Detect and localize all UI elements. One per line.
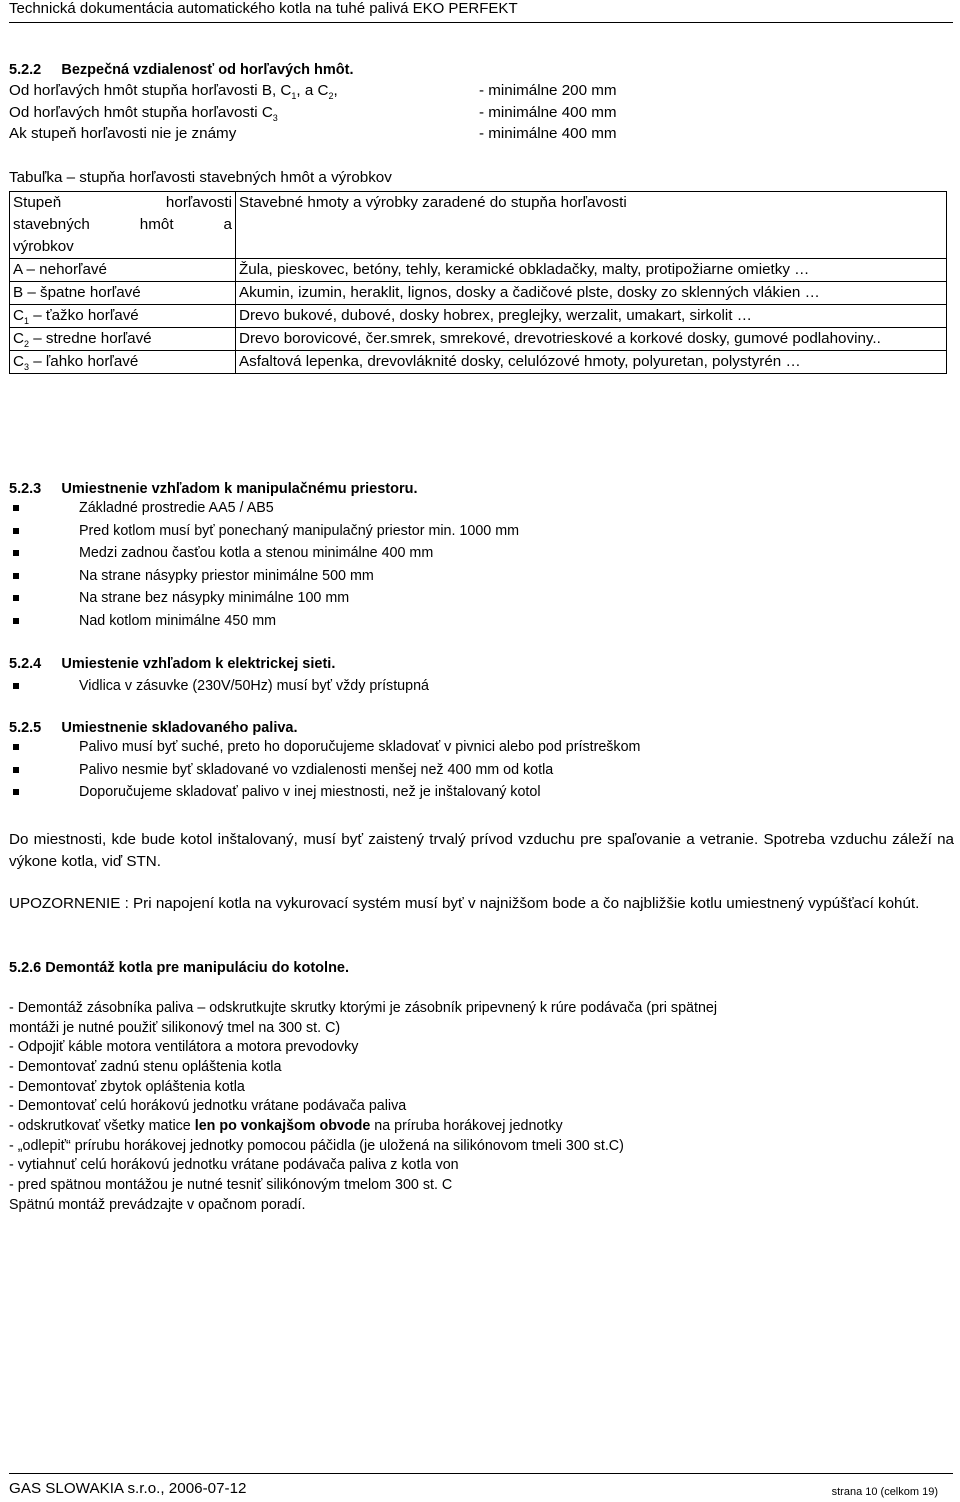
- list-item: Na strane bez násypky minimálne 100 mm: [9, 587, 519, 610]
- list-item: Palivo musí byť suché, preto ho doporučujeme skladovať v pivnici alebo pod prístreškom: [9, 736, 640, 759]
- step-line: - pred spätnou montážou je nutné tesniť silikónovým tmelom 300 st. C: [9, 1176, 453, 1193]
- step-line: - Demontovať zadnú stenu opláštenia kotla: [9, 1058, 282, 1075]
- step-line: - Demontáž zásobníka paliva – odskrutkujte skrutky ktorými je zásobník pripevnený k rúre podávača (pri spätnej: [9, 1000, 718, 1016]
- table-header-row: [10, 192, 947, 259]
- section-5-2-5-title: 5.2.5 Umiestnenie skladovaného paliva.: [9, 720, 298, 736]
- step-line: montáži je nutné použiť silikonový tmel na 300 st. C): [9, 1019, 341, 1036]
- distance-row-label: Od horľavých hmôt stupňa horľavosti B, $C_1$, a $C_2$,: [9, 82, 338, 102]
- bullet-square-icon: [13, 683, 19, 689]
- header-divider: [9, 22, 953, 23]
- header-grade-line: výrobkov: [13, 238, 74, 255]
- grade-cell: A – nehorľavé: [10, 259, 236, 282]
- disassembly-steps: [9, 999, 717, 1215]
- grade-cell: $C_3$ – ľahko horľavé: [10, 351, 236, 374]
- step-line: - „odlepiť“ prírubu horákovej jednotky pomocou páčidla (je uložená na silikónovom tmeli 300 st.C): [9, 1137, 624, 1154]
- manipulation-space-list: [9, 497, 519, 633]
- section-5-2-3-title: 5.2.3 Umiestnenie vzhľadom k manipulačnému priestoru.: [9, 481, 418, 497]
- footer-divider: [9, 1473, 953, 1474]
- distance-row-value: - minimálne 200 mm: [479, 82, 617, 99]
- table-row: [10, 328, 947, 351]
- table-row: [10, 282, 947, 305]
- section-5-2-6-title: 5.2.6 Demontáž kotla pre manipuláciu do kotolne.: [9, 960, 350, 976]
- fuel-storage-list: [9, 736, 640, 804]
- list-item: Na strane násypky priestor minimálne 500 mm: [9, 565, 519, 588]
- table-header-materials: Stavebné hmoty a výrobky zaradené do stupňa horľavosti: [236, 192, 947, 259]
- step-line: Spätnú montáž prevádzajte v opačnom poradí.: [9, 1196, 306, 1213]
- materials-cell: Žula, pieskovec, betóny, tehly, keramické obkladačky, malty, protipožiarne omietky …: [236, 259, 947, 282]
- list-item: Medzi zadnou časťou kotla a stenou minimálne 400 mm: [9, 542, 519, 565]
- list-item: Pred kotlom musí byť ponechaný manipulačný priestor min. 1000 mm: [9, 520, 519, 543]
- bullet-square-icon: [13, 550, 19, 556]
- grade-cell: $C_2$ – stredne horľavé: [10, 328, 236, 351]
- bullet-square-icon: [13, 528, 19, 534]
- warning-paragraph: UPOZORNENIE : Pri napojení kotla na vykurovací systém musí byť v najnižšom bode a čo najbližšie kotlu umiestnený vypúšťací kohút.: [9, 895, 920, 912]
- grade-cell: B – špatne horľavé: [10, 282, 236, 305]
- bullet-square-icon: [13, 767, 19, 773]
- step-line: - odskrutkovať všetky matice len po vonkajšom obvode na príruba horákovej jednotky: [9, 1117, 563, 1134]
- section-5-2-2-title: 5.2.2 Bezpečná vzdialenosť od horľavých hmôt.: [9, 62, 354, 78]
- header-grade-line: Stupeň horľavosti: [13, 194, 232, 211]
- flammability-table: [9, 191, 947, 374]
- electric-network-list: [9, 675, 429, 698]
- distance-row-label: Od horľavých hmôt stupňa horľavosti $C_3$: [9, 104, 278, 124]
- table-row: [10, 351, 947, 374]
- distance-row-value: - minimálne 400 mm: [479, 125, 617, 142]
- grade-cell: $C_1$ – ťažko horľavé: [10, 305, 236, 328]
- list-item: Vidlica v zásuvke (230V/50Hz) musí byť vždy prístupná: [9, 675, 429, 698]
- list-item: Nad kotlom minimálne 450 mm: [9, 610, 519, 633]
- bullet-square-icon: [13, 595, 19, 601]
- step-line: - vytiahnuť celú horákovú jednotku vrátane podávača paliva z kotla von: [9, 1157, 459, 1174]
- bullet-square-icon: [13, 789, 19, 795]
- table-caption: Tabuľka – stupňa horľavosti stavebných hmôt a výrobkov: [9, 169, 392, 186]
- air-supply-paragraph: Do miestnosti, kde bude kotol inštalovaný, musí byť zaistený trvalý prívod vzduchu pre spaľovanie a vetranie. Spotreba vzduchu záleží na výkone kotla, viď STN.: [9, 831, 954, 870]
- distance-row-label: Ak stupeň horľavosti nie je známy: [9, 125, 237, 142]
- table-row: [10, 305, 947, 328]
- list-item: Palivo nesmie byť skladované vo vzdialenosti menšej než 400 mm od kotla: [9, 759, 640, 782]
- distance-row-value: - minimálne 400 mm: [479, 104, 617, 121]
- materials-cell: Asfaltová lepenka, drevovláknité dosky, celulózové hmoty, polyuretan, polystyrén …: [236, 351, 947, 374]
- list-item: Základné prostredie AA5 / AB5: [9, 497, 519, 520]
- table-header-grade: [10, 192, 236, 259]
- footer-page-number: strana 10 (celkom 19): [831, 1486, 938, 1498]
- bullet-square-icon: [13, 573, 19, 579]
- section-5-2-4-title: 5.2.4 Umiestenie vzhľadom k elektrickej sieti.: [9, 656, 336, 672]
- step-line: - Demontovať zbytok opláštenia kotla: [9, 1078, 245, 1095]
- bullet-square-icon: [13, 744, 19, 750]
- bullet-square-icon: [13, 505, 19, 511]
- step-line: - Demontovať celú horákovú jednotku vrátane podávača paliva: [9, 1098, 407, 1115]
- bullet-square-icon: [13, 618, 19, 624]
- list-item: Doporučujeme skladovať palivo v inej miestnosti, než je inštalovaný kotol: [9, 781, 640, 804]
- footer-company-date: GAS SLOWAKIA s.r.o., 2006-07-12: [9, 1480, 247, 1497]
- materials-cell: Drevo bukové, dubové, dosky hobrex, preglejky, werzalit, umakart, sirkolit …: [236, 305, 947, 328]
- document-header-title: Technická dokumentácia automatického kotla na tuhé palivá EKO PERFEKT: [9, 0, 518, 17]
- materials-cell: Drevo borovicové, čer.smrek, smrekové, drevotrieskové a korkové dosky, gumové podlahoviny..: [236, 328, 947, 351]
- table-row: [10, 259, 947, 282]
- materials-cell: Akumin, izumin, heraklit, lignos, dosky a čadičové plste, dosky zo sklenných vlákien …: [236, 282, 947, 305]
- header-grade-line: stavebných hmôt a: [13, 216, 232, 233]
- step-line: - Odpojiť káble motora ventilátora a motora prevodovky: [9, 1039, 359, 1056]
